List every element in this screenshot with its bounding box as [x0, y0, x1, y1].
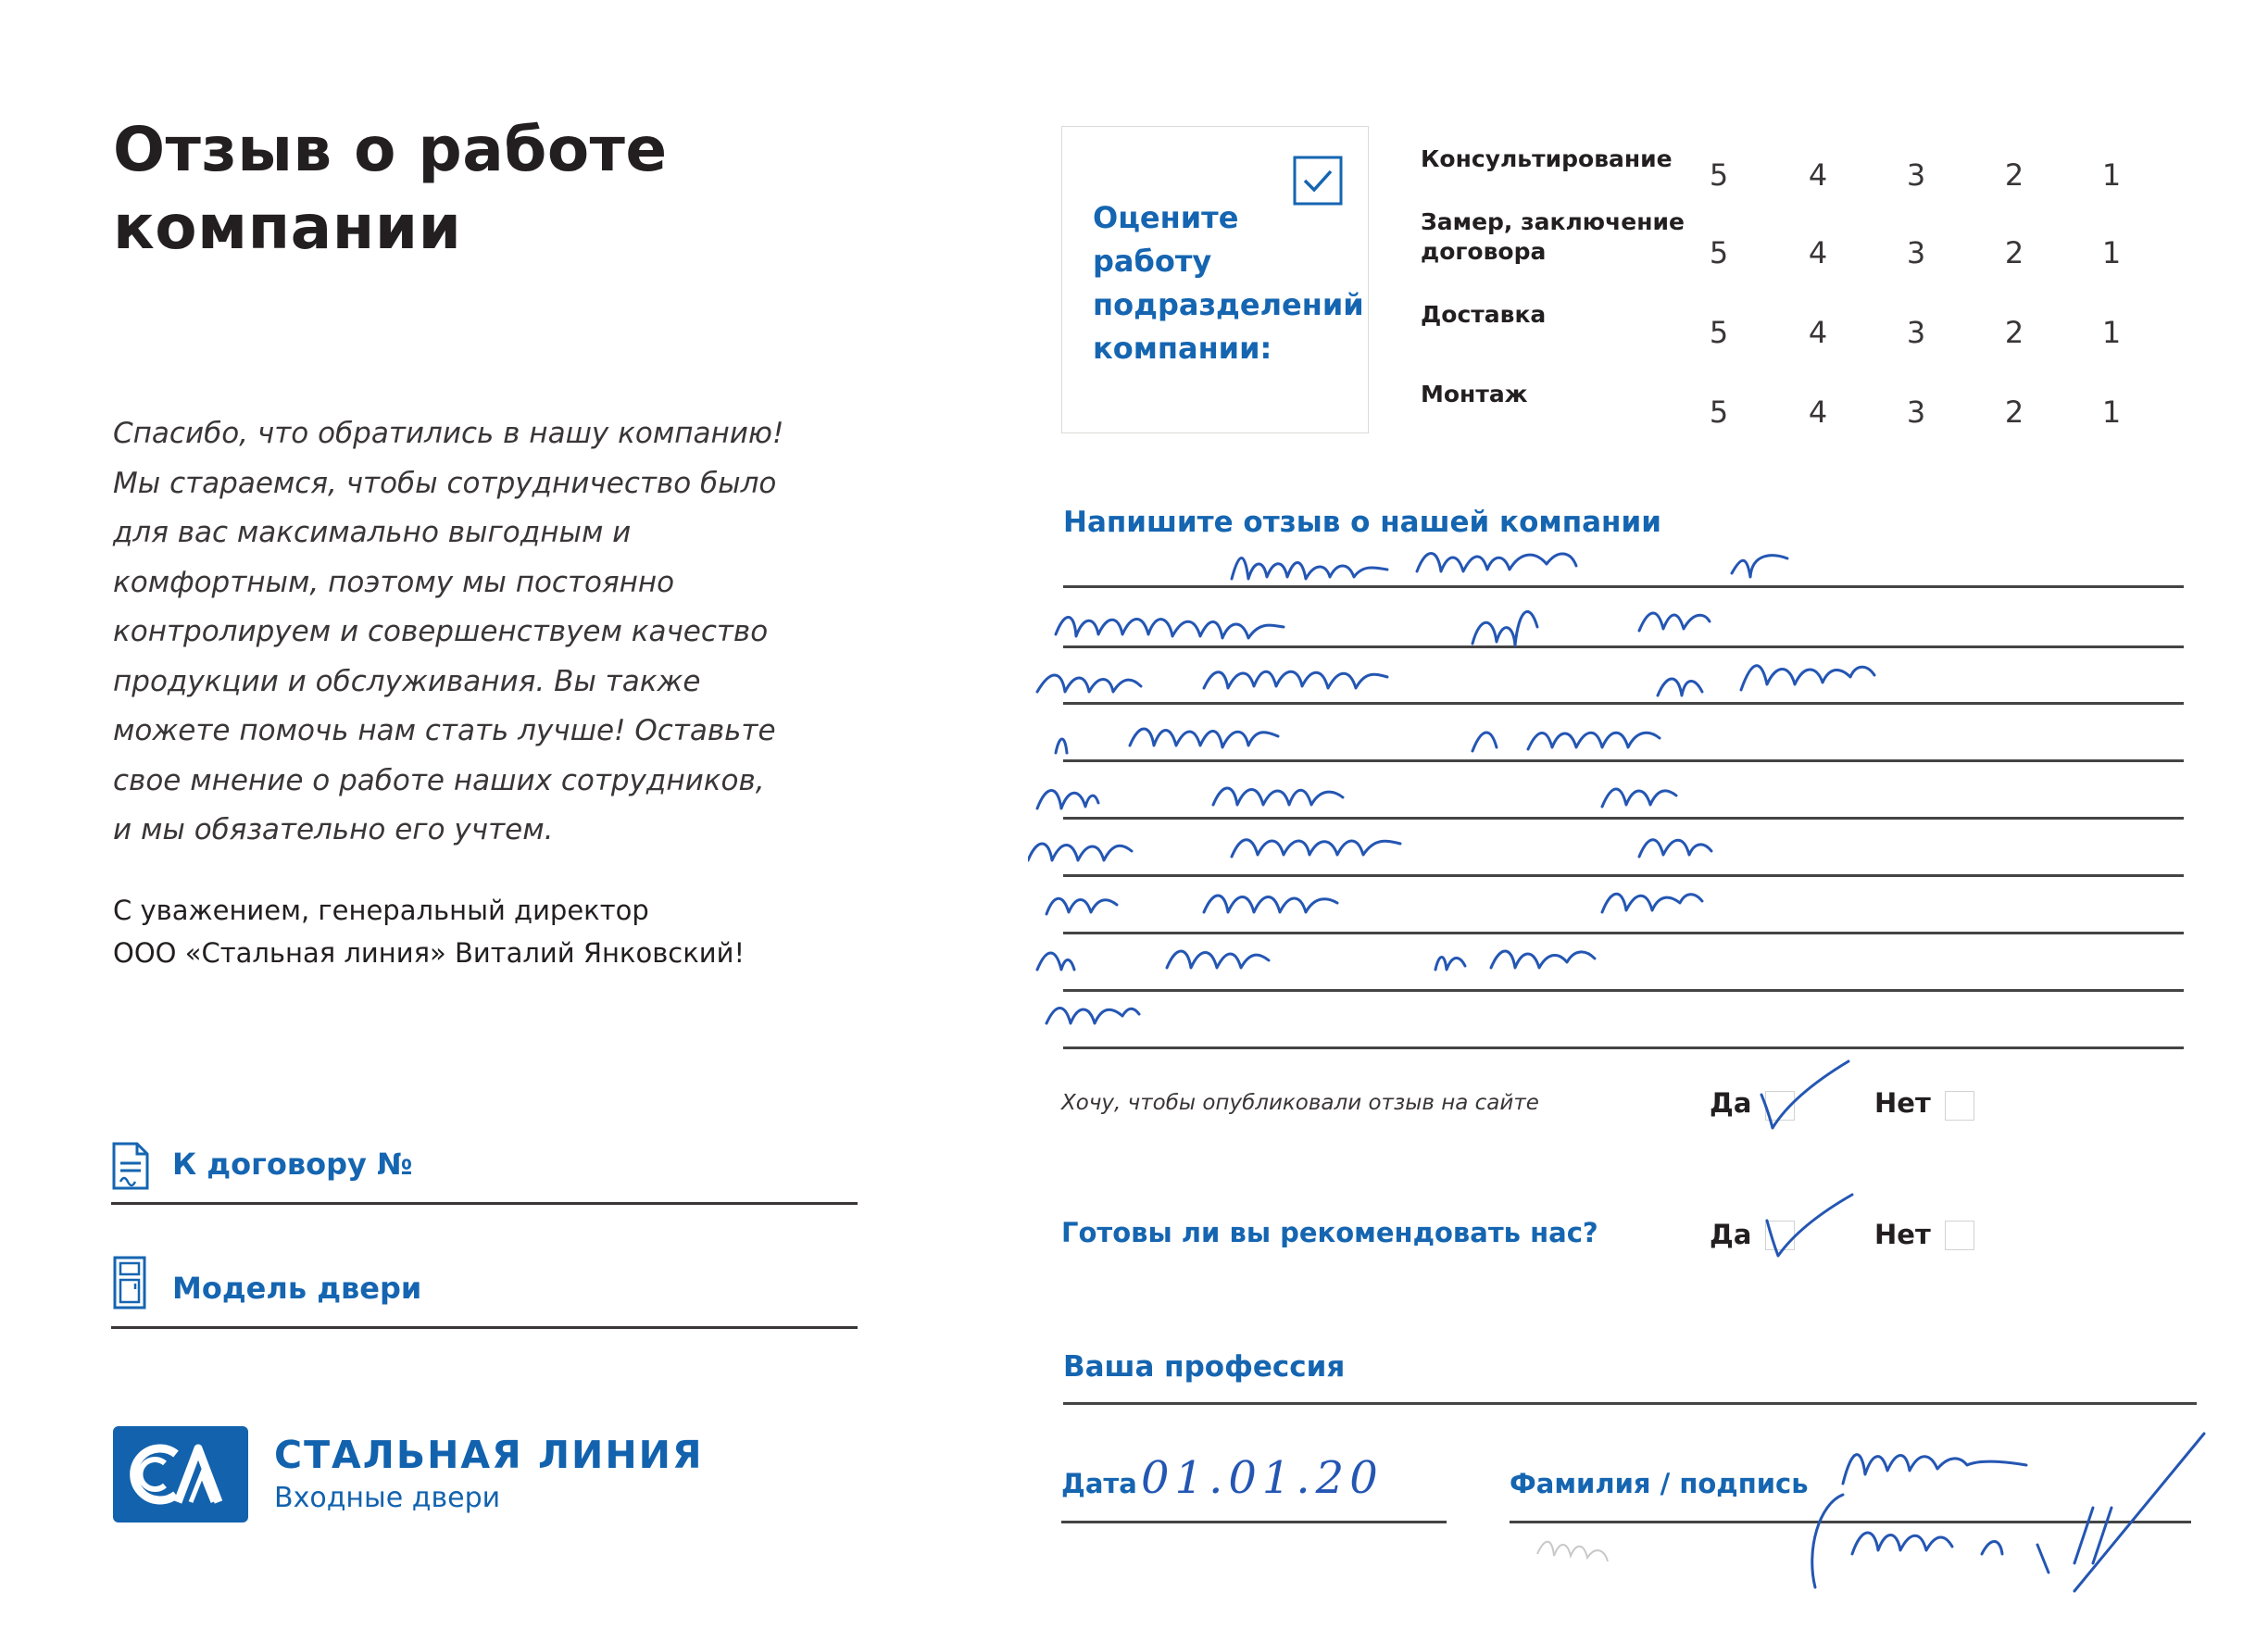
score-option[interactable]: 1: [2101, 395, 2122, 430]
intro-line: Спасибо, что обратились в нашу компанию!: [113, 417, 784, 450]
publish-no-checkbox[interactable]: [1945, 1091, 1974, 1121]
recommend-no-checkbox[interactable]: [1945, 1221, 1974, 1250]
criterion-label: Доставка: [1421, 301, 1547, 328]
handwritten-signature: [1519, 1424, 2241, 1613]
score-option[interactable]: 3: [1906, 315, 1926, 350]
criterion-label: Монтаж: [1421, 381, 1528, 407]
rating-prompt: [1093, 196, 1371, 370]
criterion-delivery: [1421, 300, 1698, 330]
score-option[interactable]: 5: [1709, 395, 1729, 430]
brand-name: СТАЛЬНАЯ ЛИНИЯ: [274, 1433, 704, 1477]
recommend-no-label: Нет: [1874, 1219, 1931, 1250]
criterion-consulting: [1421, 144, 1698, 174]
rating-prompt-line: Оцените: [1093, 200, 1239, 235]
score-option[interactable]: 1: [2101, 157, 2122, 193]
contract-number-field[interactable]: [111, 1202, 858, 1205]
criterion-label: Консультирование: [1421, 145, 1673, 172]
review-heading: Напишите отзыв о нашей компании: [1063, 506, 1661, 539]
rating-prompt-line: работу: [1093, 244, 1212, 279]
criterion-label: договора: [1421, 238, 1547, 265]
profession-label: Ваша профессия: [1063, 1350, 1346, 1384]
title-line-2: компании: [113, 192, 462, 263]
signature-line-1: С уважением, генеральный директор: [113, 895, 649, 926]
score-option[interactable]: 2: [2004, 395, 2024, 430]
recommend-question: Готовы ли вы рекомендовать нас?: [1061, 1217, 1598, 1248]
score-option[interactable]: 5: [1709, 315, 1729, 350]
document-icon: [111, 1141, 150, 1191]
logo-mark-icon: [113, 1426, 248, 1522]
publish-no-label: Нет: [1874, 1087, 1931, 1119]
intro-line: комфортным, поэтому мы постоянно: [113, 565, 675, 599]
score-option[interactable]: 4: [1808, 157, 1828, 193]
intro-text: [113, 409, 835, 856]
score-option[interactable]: 4: [1808, 235, 1828, 270]
handwritten-review[interactable]: [1028, 533, 2232, 1051]
director-signature: [113, 889, 854, 974]
intro-line: Мы стараемся, чтобы сотрудничество было: [113, 466, 777, 500]
score-option[interactable]: 3: [1906, 395, 1926, 430]
criterion-measurement: [1421, 207, 1698, 267]
intro-line: продукции и обслуживания. Вы также: [113, 664, 701, 698]
door-model-field[interactable]: [111, 1326, 858, 1329]
score-option[interactable]: 1: [2101, 235, 2122, 270]
signature-label: Фамилия / подпись: [1510, 1468, 1809, 1499]
criterion-installation: [1421, 380, 1698, 409]
score-option[interactable]: 4: [1808, 395, 1828, 430]
brand-subtitle: Входные двери: [274, 1482, 501, 1514]
profession-field[interactable]: [1063, 1402, 2197, 1405]
handwriting-strokes: [1028, 533, 2232, 1051]
door-model-label: Модель двери: [172, 1271, 422, 1306]
intro-line: свое мнение о работе наших сотрудников,: [113, 763, 765, 797]
score-option[interactable]: 5: [1709, 235, 1729, 270]
signature-line-2: ООО «Стальная линия» Виталий Янковский!: [113, 937, 746, 969]
intro-line: и мы обязательно его учтем.: [113, 813, 554, 846]
page-title: [113, 111, 817, 267]
date-value[interactable]: 01.01.20: [1141, 1452, 1384, 1504]
score-option[interactable]: 2: [2004, 315, 2024, 350]
score-option[interactable]: 3: [1906, 157, 1926, 193]
intro-line: контролируем и совершенствуем качество: [113, 615, 769, 648]
publish-yes-label: Да: [1710, 1087, 1752, 1119]
intro-line: можете помочь нам стать лучше! Оставьте: [113, 714, 776, 747]
score-option[interactable]: 2: [2004, 157, 2024, 193]
score-option[interactable]: 4: [1808, 315, 1828, 350]
recommend-yes-checkmark-icon: [1760, 1187, 1861, 1265]
intro-line: для вас максимально выгодным и: [113, 516, 632, 549]
date-field: [1061, 1521, 1447, 1523]
publish-yes-checkmark-icon: [1756, 1058, 1858, 1135]
date-label: Дата: [1061, 1468, 1137, 1499]
rating-prompt-line: компании:: [1093, 331, 1272, 366]
score-option[interactable]: 2: [2004, 235, 2024, 270]
score-option[interactable]: 3: [1906, 235, 1926, 270]
contract-number-label: К договору №: [172, 1147, 413, 1182]
publish-question: Хочу, чтобы опубликовали отзыв на сайте: [1061, 1091, 1539, 1115]
score-option[interactable]: 1: [2101, 315, 2122, 350]
brand-logo: [113, 1426, 248, 1522]
recommend-yes-label: Да: [1710, 1219, 1752, 1250]
title-line-1: Отзыв о работе: [113, 114, 668, 185]
rating-prompt-line: подразделений: [1093, 287, 1364, 322]
criterion-label: Замер, заключение: [1421, 208, 1685, 235]
door-icon: [113, 1256, 146, 1309]
score-option[interactable]: 5: [1709, 157, 1729, 193]
